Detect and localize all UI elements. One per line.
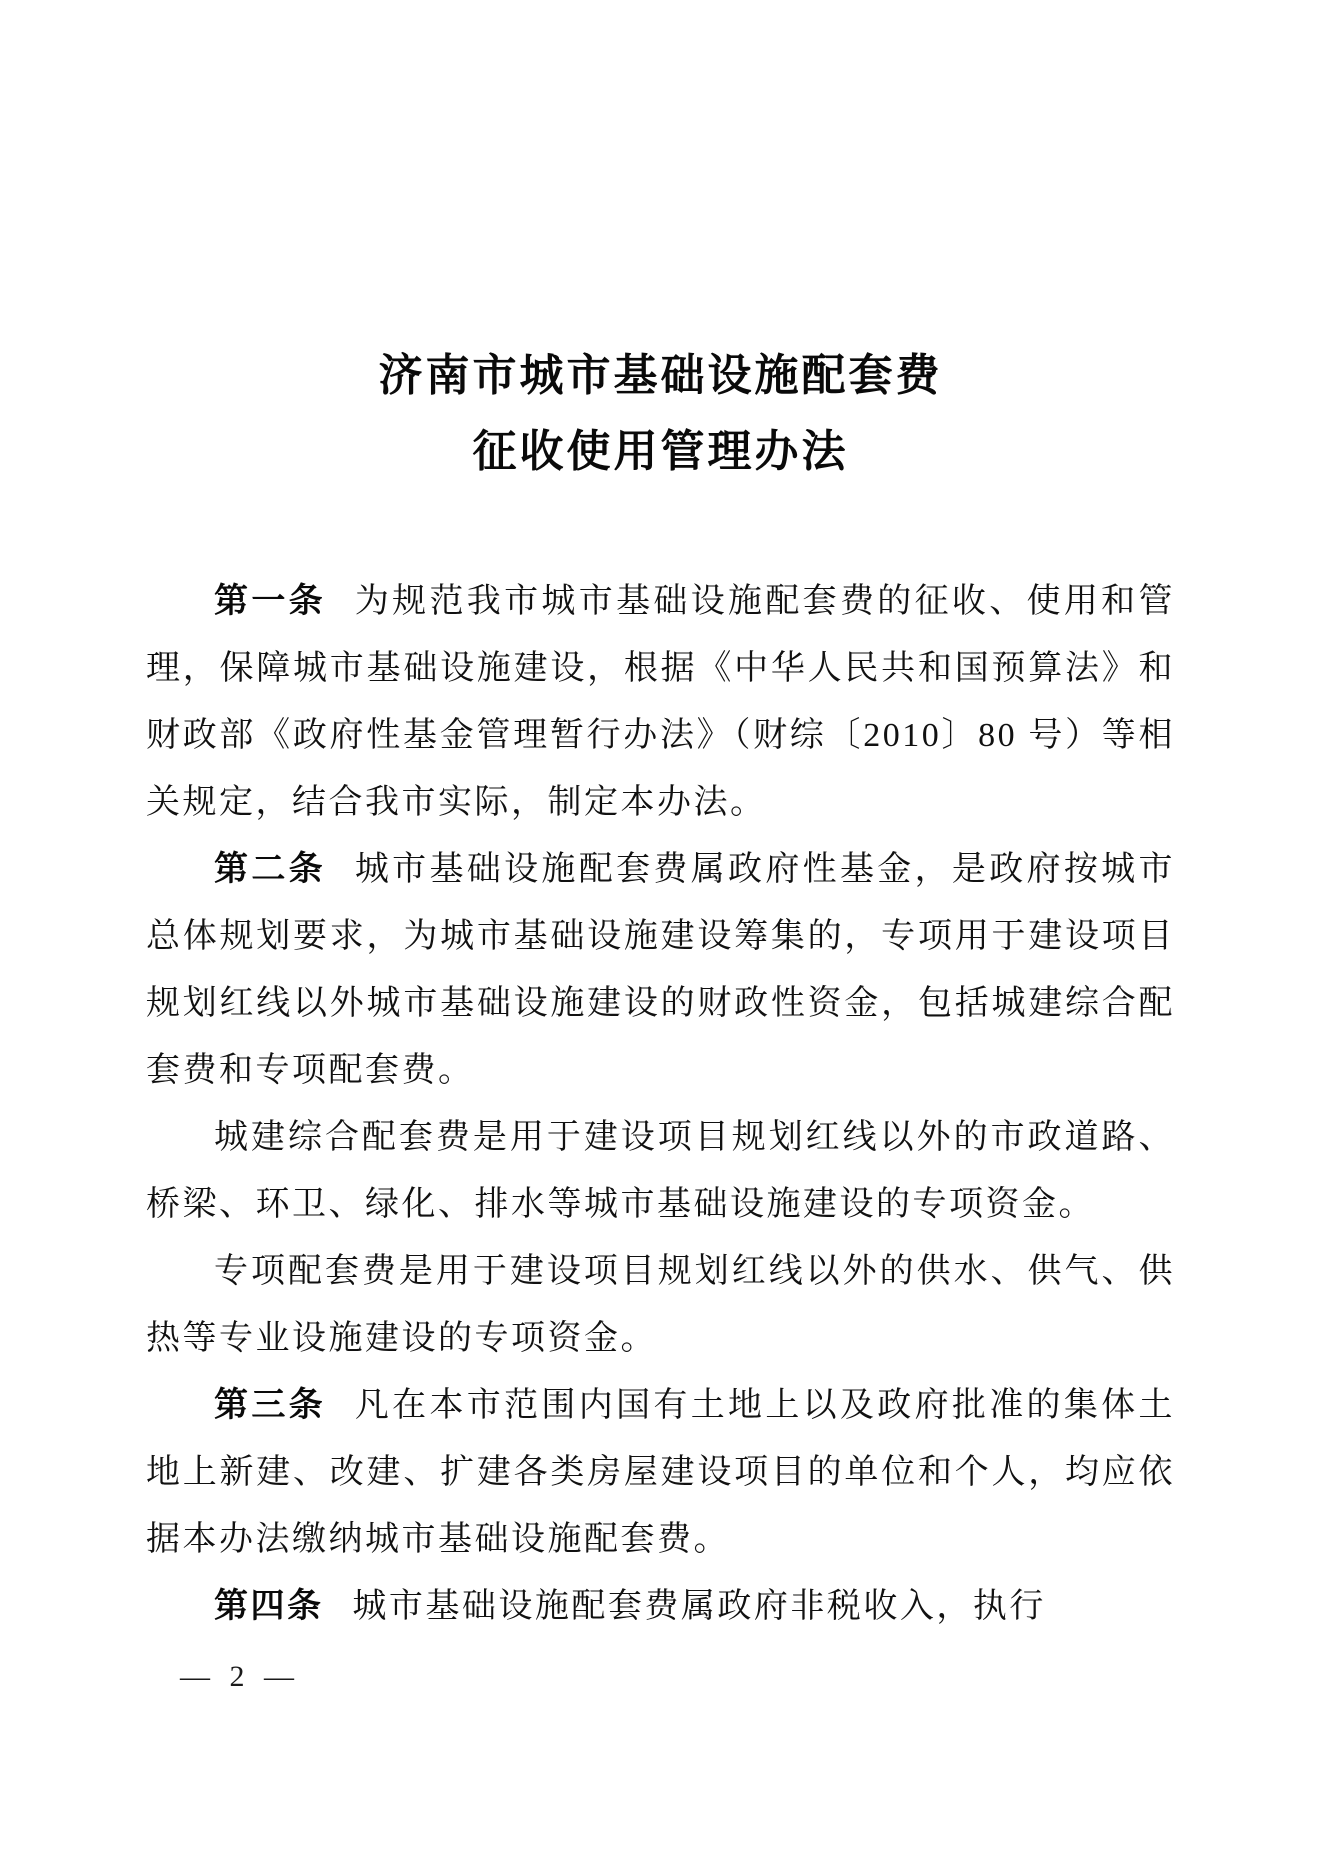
document-title-line2: 征收使用管理办法 <box>472 427 849 476</box>
paragraph-text: 为规范我市城市基础设施配套费的征收、使用和管理，保障城市基础设施建设，根据《中华人民共和国预算法》和财政部《政府性基金管理暂行办法》（财综〔2010〕80 号）等相关规定，结合我市实际，制定本办法。 <box>146 583 1176 821</box>
article-number-label: 第二条 <box>214 850 326 888</box>
paragraph-article-4 <box>146 1573 1175 1640</box>
paragraph-text: 专项配套费是用于建设项目规划红线以外的供水、供气、供热等专业设施建设的专项资金。 <box>146 1253 1175 1357</box>
document-title <box>0 0 1321 490</box>
paragraph-article-3 <box>146 1372 1175 1573</box>
paragraph-text: 城市基础设施配套费属政府非税收入，执行 <box>352 1588 1046 1625</box>
paragraph-article-2-sub-2 <box>146 1238 1175 1372</box>
paragraph-article-2-sub-1 <box>146 1104 1175 1238</box>
page-number: — 2 — <box>180 1660 300 1693</box>
article-number-label: 第一条 <box>214 582 326 620</box>
article-number-label: 第四条 <box>214 1587 324 1625</box>
article-number-label: 第三条 <box>214 1386 326 1424</box>
document-title-line1: 济南市城市基础设施配套费 <box>378 351 943 400</box>
paragraph-text: 城市基础设施配套费属政府性基金，是政府按城市总体规划要求，为城市基础设施建设筹集的，专项用于建设项目规划红线以外城市基础设施建设的财政性资金，包括城建综合配套费和专项配套费。 <box>146 851 1176 1089</box>
paragraph-article-1 <box>146 568 1175 836</box>
paragraph-text: 城建综合配套费是用于建设项目规划红线以外的市政道路、桥梁、环卫、绿化、排水等城市基础设施建设的专项资金。 <box>146 1119 1175 1223</box>
paragraph-text: 凡在本市范围内国有土地上以及政府批准的集体土地上新建、改建、扩建各类房屋建设项目的单位和个人，均应依据本办法缴纳城市基础设施配套费。 <box>146 1387 1176 1558</box>
document-body <box>146 568 1175 1640</box>
paragraph-article-2 <box>146 836 1175 1104</box>
